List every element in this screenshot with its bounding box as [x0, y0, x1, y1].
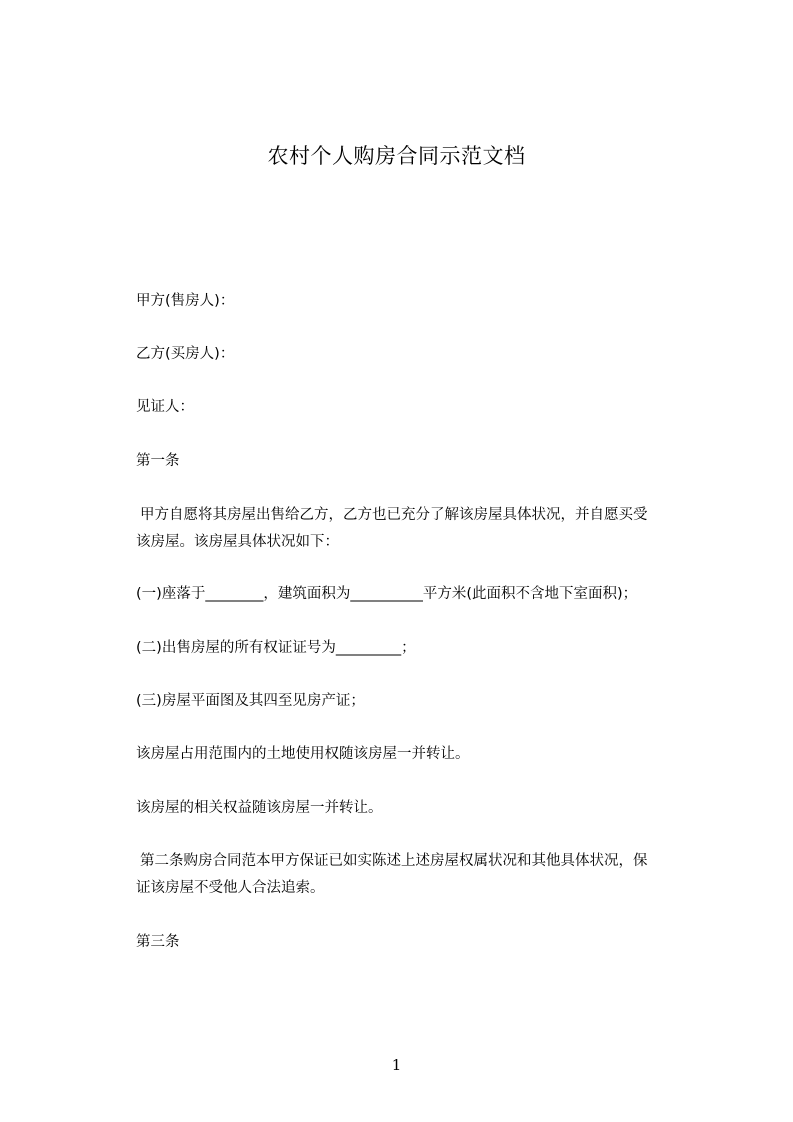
article-1-body-line-1: 甲方自愿将其房屋出售给乙方，乙方也已充分了解该房屋具体状况，并自愿买受 [140, 507, 648, 523]
document-title: 农村个人购房合同示范文档 [267, 144, 526, 168]
page-number: 1 [391, 1056, 402, 1074]
article-1-heading: 第一条 [136, 453, 180, 469]
article-1-body-line-2: 该房屋。该房屋具体状况如下： [136, 534, 339, 550]
item-3-floor-plan: (三)房屋平面图及其四至见房产证； [136, 693, 365, 709]
witness-label: 见证人： [136, 399, 194, 415]
party-a-label: 甲方(售房人)： [136, 293, 235, 309]
land-use-transfer-text: 该房屋占用范围内的土地使用权随该房屋一并转让。 [136, 746, 470, 762]
party-b-label: 乙方(买房人)： [136, 346, 235, 362]
article-3-heading: 第三条 [136, 934, 180, 950]
item-2-certificate-number: (二)出售房屋的所有权证证号为_________； [136, 640, 416, 656]
item-1-location-area: (一)座落于________，建筑面积为__________平方米(此面积不含地下室面积)； [136, 586, 638, 602]
article-2-line-1: 第二条购房合同范本甲方保证已如实陈述上述房屋权属状况和其他具体状况，保 [140, 853, 648, 869]
rights-transfer-text: 该房屋的相关权益随该房屋一并转让。 [136, 800, 383, 816]
article-2-line-2: 证该房屋不受他人合法追索。 [136, 880, 325, 896]
